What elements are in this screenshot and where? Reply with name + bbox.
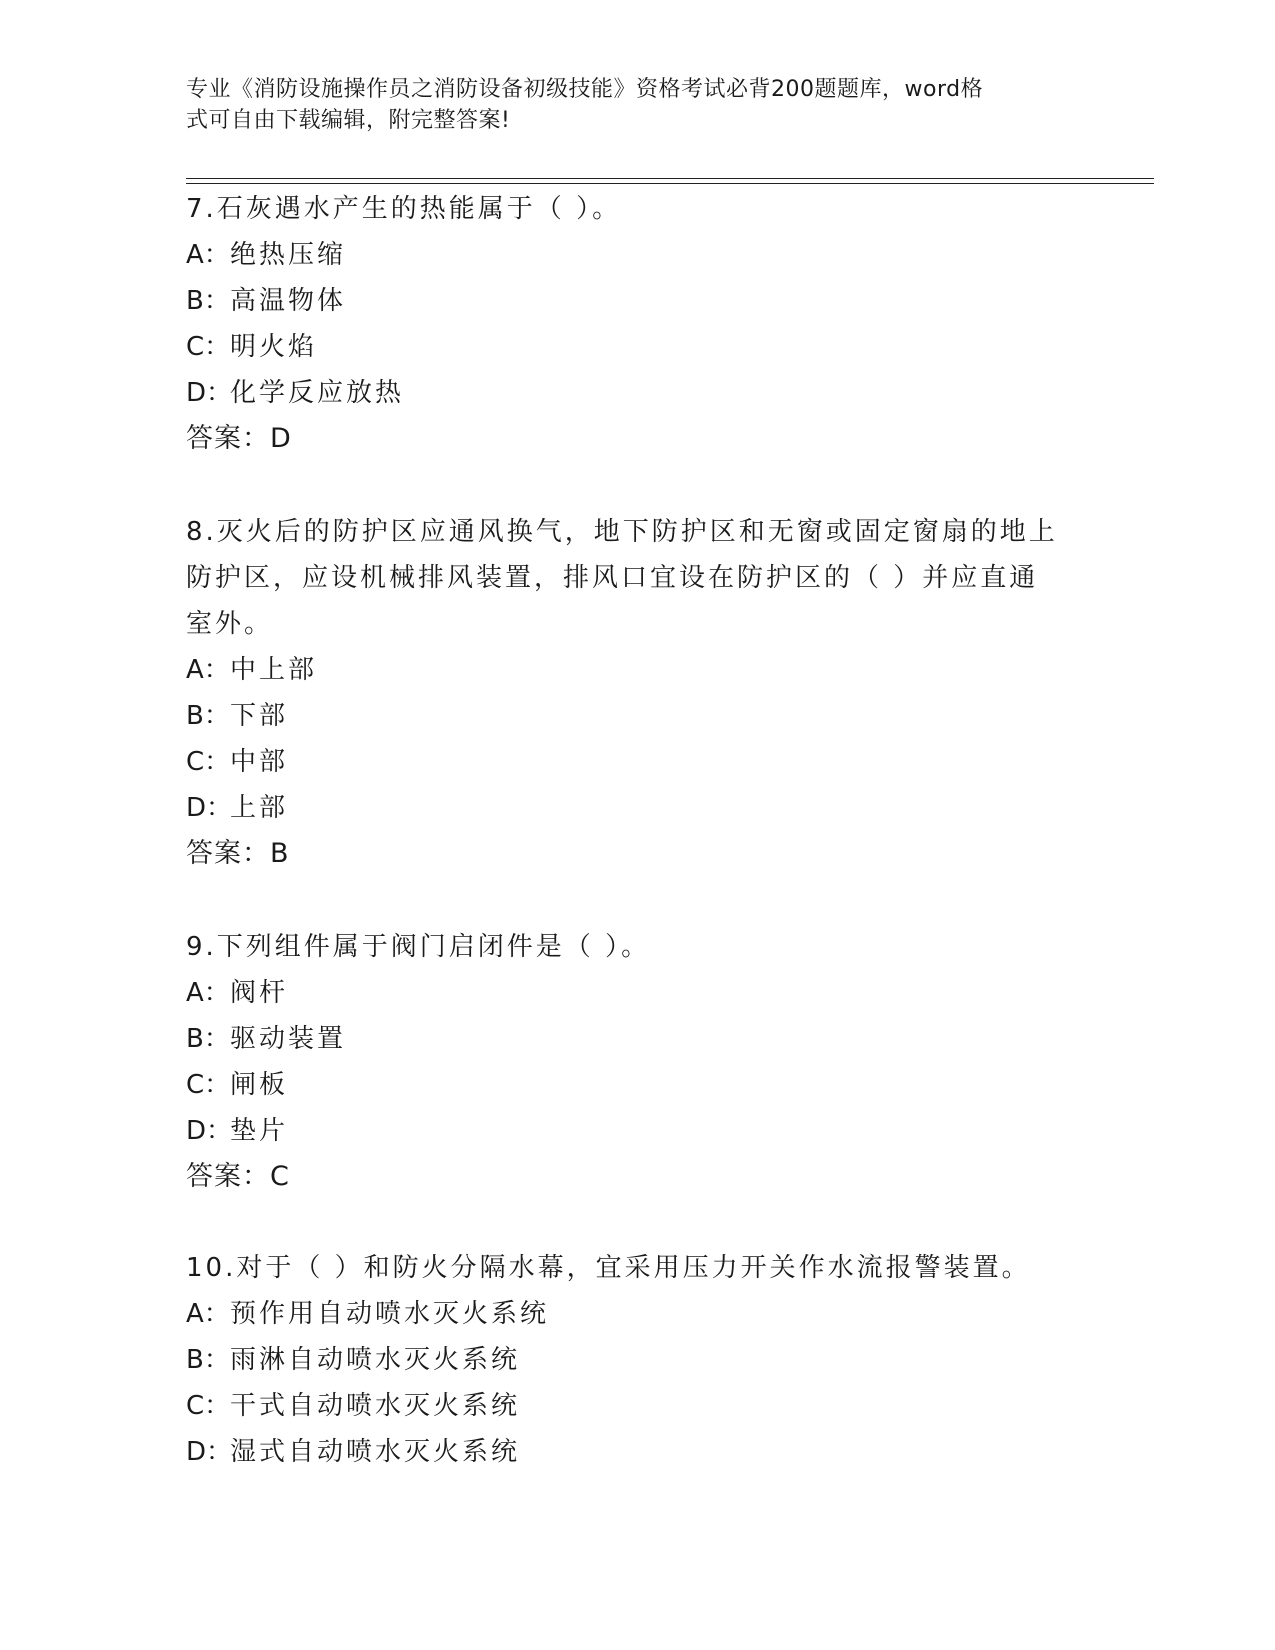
option-letter: C： <box>186 747 231 777</box>
header-line-1: 专业《消防设施操作员之消防设备初级技能》资格考试必背200题题库，word格 <box>186 77 984 102</box>
option-d <box>186 1429 1086 1475</box>
option-letter: B： <box>186 701 230 731</box>
answer-label: 答案：B <box>186 838 290 869</box>
option-c <box>186 324 1086 370</box>
option-d <box>186 785 1086 831</box>
option-b <box>186 278 1086 324</box>
option-letter: C： <box>186 1070 231 1100</box>
option-text: 明火焰 <box>230 332 318 362</box>
option-letter: B： <box>186 1024 230 1054</box>
option-text: 下部 <box>230 701 289 731</box>
option-text: 中部 <box>230 747 289 777</box>
option-a <box>186 1291 1086 1337</box>
option-letter: A： <box>186 240 230 270</box>
option-text: 绝热压缩 <box>230 240 347 270</box>
option-letter: A： <box>186 978 230 1008</box>
question-stem <box>186 509 1086 647</box>
header-divider-bottom <box>186 183 1154 184</box>
question-stem <box>186 1245 1086 1291</box>
document-header <box>186 74 1066 136</box>
question-stem <box>186 186 1086 232</box>
option-c <box>186 1383 1086 1429</box>
option-letter: A： <box>186 1299 230 1329</box>
option-text: 雨淋自动喷水灭火系统 <box>230 1345 521 1375</box>
answer-label: 答案：D <box>186 423 292 454</box>
answer-label: 答案：C <box>186 1161 290 1192</box>
stem-line: 10.对于（ ）和防火分隔水幕，宜采用压力开关作水流报警装置。 <box>186 1253 1031 1283</box>
stem-line: 防护区，应设机械排风装置，排风口宜设在防护区的（ ）并应直通 <box>186 563 1039 593</box>
option-letter: C： <box>186 332 231 362</box>
stem-line: 8.灭火后的防护区应通风换气，地下防护区和无窗或固定窗扇的地上 <box>186 517 1058 547</box>
stem-line: 7.石灰遇水产生的热能属于（ ）。 <box>186 194 622 224</box>
option-a <box>186 970 1086 1016</box>
option-letter: D： <box>186 1437 233 1467</box>
option-text: 湿式自动喷水灭火系统 <box>230 1437 521 1467</box>
option-text: 预作用自动喷水灭火系统 <box>230 1299 550 1329</box>
option-d <box>186 1108 1086 1154</box>
option-text: 垫片 <box>230 1116 289 1146</box>
option-text: 中上部 <box>230 655 318 685</box>
option-d <box>186 370 1086 416</box>
header-divider-top <box>186 178 1154 179</box>
question-9 <box>186 924 1086 1200</box>
option-b <box>186 693 1086 739</box>
question-10 <box>186 1245 1086 1475</box>
option-text: 阀杆 <box>230 978 289 1008</box>
stem-line: 室外。 <box>186 609 274 639</box>
option-b <box>186 1016 1086 1062</box>
option-text: 闸板 <box>230 1070 289 1100</box>
option-text: 高温物体 <box>230 286 347 316</box>
stem-line: 9.下列组件属于阀门启闭件是（ ）。 <box>186 932 651 962</box>
option-text: 驱动装置 <box>230 1024 347 1054</box>
option-letter: A： <box>186 655 230 685</box>
option-text: 化学反应放热 <box>230 378 405 408</box>
option-a <box>186 647 1086 693</box>
option-letter: C： <box>186 1391 231 1421</box>
option-text: 上部 <box>230 793 289 823</box>
option-text: 干式自动喷水灭火系统 <box>230 1391 521 1421</box>
option-b <box>186 1337 1086 1383</box>
question-stem <box>186 924 1086 970</box>
option-a <box>186 232 1086 278</box>
question-8 <box>186 509 1086 877</box>
option-letter: D： <box>186 378 233 408</box>
option-letter: B： <box>186 1345 230 1375</box>
question-7 <box>186 186 1086 462</box>
option-letter: D： <box>186 793 233 823</box>
option-letter: B： <box>186 286 230 316</box>
option-c <box>186 1062 1086 1108</box>
option-letter: D： <box>186 1116 233 1146</box>
header-line-2: 式可自由下载编辑，附完整答案! <box>186 108 511 133</box>
option-c <box>186 739 1086 785</box>
